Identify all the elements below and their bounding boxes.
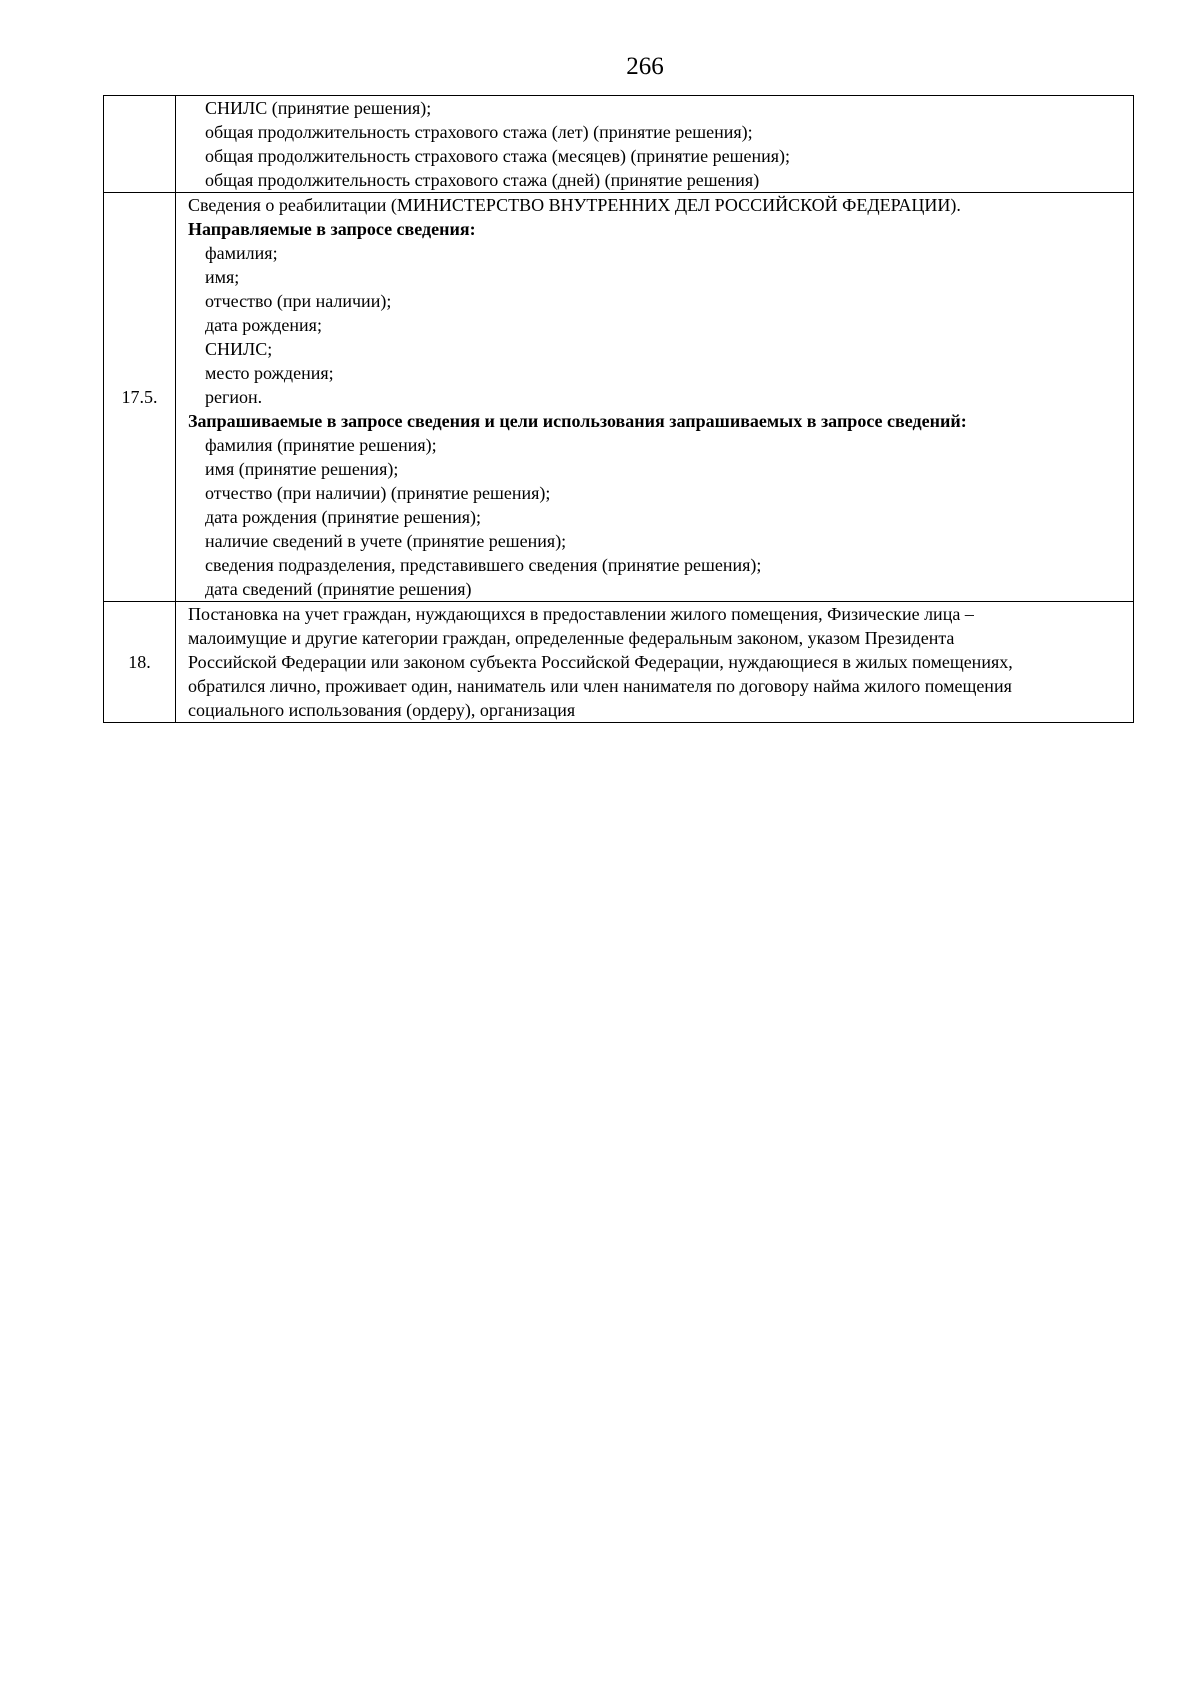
section-heading: Запрашиваемые в запросе сведения и цели использования запрашиваемых в запросе сведений: [188,411,967,431]
row-number-cell [104,96,176,193]
table-row [104,96,1134,193]
text-line: отчество (при наличии); [205,291,392,311]
text-line: общая продолжительность страхового стажа (лет) (принятие решения); [205,122,753,142]
text-line: фамилия (принятие решения); [205,435,437,455]
text-line: дата сведений (принятие решения) [205,579,472,599]
text-line: общая продолжительность страхового стажа (месяцев) (принятие решения); [205,146,790,166]
text-line: регион. [205,387,263,407]
row-number-cell: 17.5. [104,193,176,602]
text-line: имя; [205,267,240,287]
row-content-cell [176,602,1134,723]
text-line: обратился лично, проживает один, наниматель или член нанимателя по договору найма жилого помещения [188,676,1012,696]
text-line: место рождения; [205,363,334,383]
row-number-cell: 18. [104,602,176,723]
text-line: сведения подразделения, представившего сведения (принятие решения); [205,555,762,575]
document-table [103,95,1134,723]
table-body [104,96,1134,723]
text-line: социального использования (ордеру), организация [188,700,576,720]
text-line: Российской Федерации или законом субъекта Российской Федерации, нуждающиеся в жилых помещениях, [188,652,1013,672]
row-content-cell [176,193,1134,602]
table-row [104,193,1134,602]
text-line: малоимущие и другие категории граждан, определенные федеральным законом, указом Президента [188,628,955,648]
text-line: дата рождения (принятие решения); [205,507,481,527]
text-line: фамилия; [205,243,278,263]
text-line: отчество (при наличии) (принятие решения); [205,483,551,503]
section-heading: Направляемые в запросе сведения: [188,219,476,239]
text-line: СНИЛС; [205,339,273,359]
page-number: 266 [626,53,664,80]
text-line: наличие сведений в учете (принятие решения); [205,531,567,551]
text-line: Постановка на учет граждан, нуждающихся в предоставлении жилого помещения, Физические лица – [188,604,974,624]
text-line: СНИЛС (принятие решения); [205,98,432,118]
text-line: Сведения о реабилитации (МИНИСТЕРСТВО ВНУТРЕННИХ ДЕЛ РОССИЙСКОЙ ФЕДЕРАЦИИ). [188,195,961,215]
row-content-cell [176,96,1134,193]
text-line: имя (принятие решения); [205,459,399,479]
table-row [104,602,1134,723]
text-line: общая продолжительность страхового стажа (дней) (принятие решения) [205,170,760,190]
text-line: дата рождения; [205,315,322,335]
